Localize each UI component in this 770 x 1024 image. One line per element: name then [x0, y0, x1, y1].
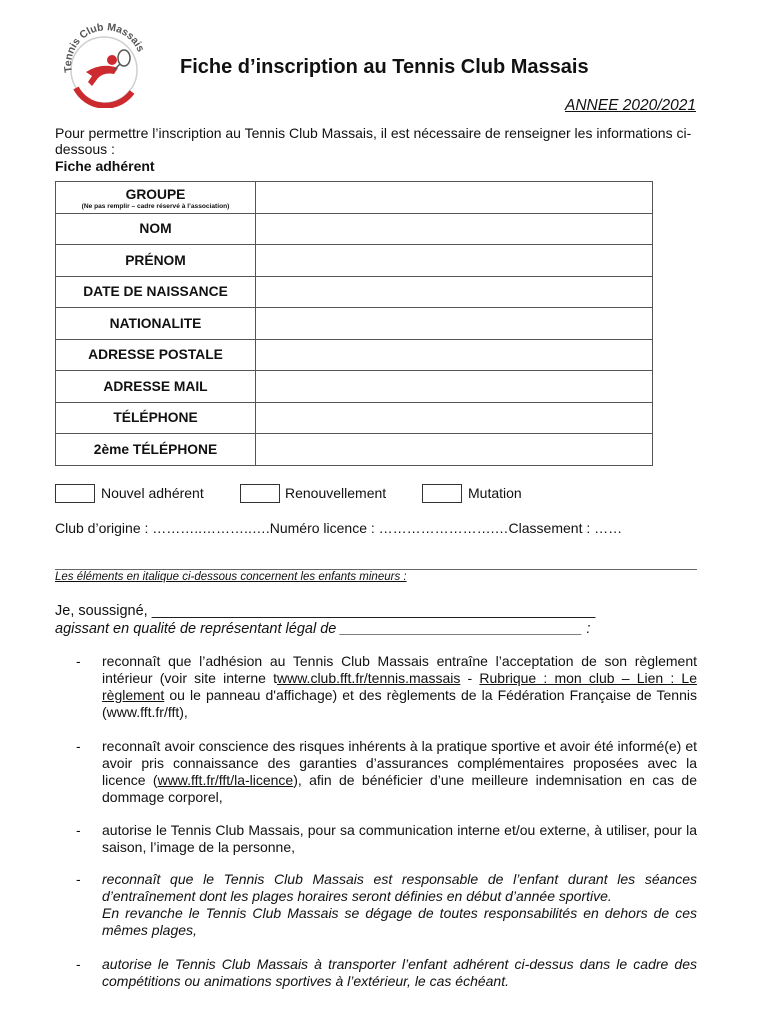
- bullet-dash: -: [76, 738, 81, 754]
- form-row: [56, 402, 653, 434]
- page-title: Fiche d’inscription au Tennis Club Massais: [180, 56, 589, 78]
- field-input-address[interactable]: [256, 339, 653, 371]
- rules-page-link[interactable]: Rubrique : mon club – Lien : Le règlement: [102, 670, 697, 703]
- clause-responsibility: [55, 871, 697, 939]
- intro-text: Pour permettre l’inscription au Tennis Club Massais, il est nécessaire de renseigner les informations ci-dessous :: [55, 125, 692, 157]
- field-label-email: ADRESSE MAIL: [56, 371, 256, 403]
- field-input-nom[interactable]: [256, 213, 653, 245]
- clause-transport-text: autorise le Tennis Club Massais à transporter l’enfant adhérent ci-dessus dans le cadre des compétitions ou animations sportives à l’extérieur, le cas échéant.: [102, 956, 697, 989]
- field-label-birthdate: DATE DE NAISSANCE: [56, 276, 256, 308]
- form-row: [56, 245, 653, 277]
- field-label-prenom: PRÉNOM: [56, 245, 256, 277]
- svg-text:Tennis Club Massais: [62, 22, 147, 73]
- checkbox-new-member[interactable]: [55, 484, 95, 503]
- bullet-dash: -: [76, 956, 81, 972]
- bullet-dash: -: [76, 822, 81, 838]
- form-row: [56, 276, 653, 308]
- field-input-nationality[interactable]: [256, 308, 653, 340]
- clause-image-rights: [55, 822, 697, 856]
- field-input-prenom[interactable]: [256, 245, 653, 277]
- checkbox-renewal[interactable]: [240, 484, 280, 503]
- form-row: [56, 371, 653, 403]
- logo-text: Tennis Club Massais: [62, 22, 147, 74]
- checkbox-transfer[interactable]: [422, 484, 462, 503]
- clause-insurance-text: reconnaît avoir conscience des risques inhérents à la pratique sportive et avoir été informé(e) et avoir pris connaissance des garanties d’assurances complémentaires proposées avec la licence (: [102, 738, 697, 788]
- clause-rules-end: ou le panneau d'affichage) et des règlements de la Fédération Française de Tennis (www.fft.fr/fft),: [102, 687, 697, 720]
- membership-type-options: [0, 484, 770, 504]
- club-origin-line: Club d’origine : ………..………..….Numéro licence : …………………….…Classement : ……: [55, 520, 623, 536]
- field-input-email[interactable]: [256, 371, 653, 403]
- clause-insurance: [55, 738, 697, 806]
- form-row: [56, 434, 653, 466]
- field-label-nationality: NATIONALITE: [56, 308, 256, 340]
- minors-note: Les éléments en italique ci-dessous concernent les enfants mineurs :: [55, 571, 407, 583]
- field-label-phone: TÉLÉPHONE: [56, 402, 256, 434]
- club-logo: [58, 22, 150, 108]
- field-label-nom: NOM: [56, 213, 256, 245]
- bullet-dash: -: [76, 653, 81, 669]
- bullet-dash: -: [76, 871, 81, 887]
- clause-responsibility-text: reconnaît que le Tennis Club Massais est responsable de l’enfant durant les séances d’entraînement dont les plages horaires seront définies en début d’année sportive.: [102, 871, 697, 904]
- license-link[interactable]: www.fft.fr/fft/la-licence: [157, 772, 294, 788]
- form-row: [56, 213, 653, 245]
- divider: [55, 569, 697, 570]
- field-input-phone2[interactable]: [256, 434, 653, 466]
- field-label-phone2: 2ème TÉLÉPHONE: [56, 434, 256, 466]
- form-row-group: [56, 182, 653, 214]
- clause-responsibility-exception: En revanche le Tennis Club Massais se dégage de toutes responsabilités en dehors de ces mêmes plages,: [102, 905, 697, 938]
- club-site-link[interactable]: www.club.fft.fr/tennis.massais: [277, 670, 461, 686]
- clause-rules: [55, 653, 697, 721]
- form-row: [56, 308, 653, 340]
- member-form-table: [55, 181, 653, 466]
- form-row: [56, 339, 653, 371]
- group-note: (Ne pas remplir – cadre réservé à l’association): [81, 202, 230, 210]
- clause-transport: [55, 956, 697, 990]
- season-year: ANNEE 2020/2021: [565, 97, 696, 114]
- clause-image-rights-text: autorise le Tennis Club Massais, pour sa communication interne et/ou externe, à utiliser, pour la saison, l’image de la personne,: [102, 822, 697, 855]
- section-title: Fiche adhérent: [55, 158, 155, 174]
- field-input-phone[interactable]: [256, 402, 653, 434]
- group-value-cell: [256, 182, 653, 214]
- signer-line: Je, soussigné, _______________________________________________________: [55, 603, 596, 619]
- field-input-birthdate[interactable]: [256, 276, 653, 308]
- group-label: GROUPE: [125, 186, 186, 202]
- legal-representative-line: agissant en qualité de représentant légal de ______________________________ :: [55, 621, 591, 637]
- label-new-member: Nouvel adhérent: [101, 485, 204, 501]
- field-label-address: ADRESSE POSTALE: [56, 339, 256, 371]
- clause-rules-sep: -: [460, 670, 480, 686]
- label-transfer: Mutation: [468, 485, 522, 501]
- group-label-cell: [56, 182, 256, 214]
- label-renewal: Renouvellement: [285, 485, 387, 501]
- clause-rules-text: reconnaît que l’adhésion au Tennis Club Massais entraîne l’acceptation de son règlement intérieur (voir site interne t: [102, 653, 697, 686]
- clause-insurance-end: ), afin de bénéficier d’une meilleure indemnisation en cas de dommage corporel,: [102, 772, 697, 805]
